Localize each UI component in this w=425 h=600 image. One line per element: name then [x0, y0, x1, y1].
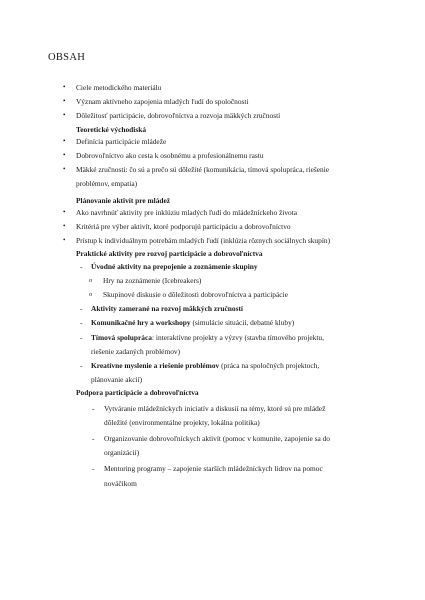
section-heading: Praktické aktivity pre rozvoj participácie a dobrovoľníctva	[76, 249, 263, 259]
list-item-continuation: plánovanie akcií)	[91, 375, 143, 385]
dash-marker: -	[92, 403, 95, 413]
list-item-text: Definícia participácie mládeže	[76, 136, 167, 146]
list-item-text: Skupinové diskusie o dôležitosti dobrovoľníctva a participácie	[103, 290, 288, 300]
list-item	[0, 463, 425, 474]
list-item-text: Význam aktívneho zapojenia mladých ľudí do spoločnosti	[76, 97, 249, 107]
list-item	[0, 275, 425, 286]
list-item	[0, 303, 425, 314]
dash-marker: -	[80, 332, 83, 342]
list-item-text: Aktivity zamerané na rozvoj mäkkých zručností	[91, 304, 243, 314]
term-description: : interaktívne projekty a výzvy (stavba tímového projektu,	[151, 332, 324, 342]
list-item	[0, 235, 425, 246]
bold-term: Kreatívne myslenie a riešenie problémov	[91, 361, 220, 371]
bold-term: Tímová spolupráca	[91, 332, 152, 342]
list-item-text: Úvodné aktivity na prepojenie a zoznámenie skupiny	[91, 261, 258, 271]
list-item	[0, 289, 425, 300]
list-item-text: Organizovanie dobrovoľníckych aktivít (pomoc v komunite, zapojenie sa do	[104, 434, 330, 444]
dash-marker: -	[92, 434, 95, 444]
bullet-marker: •	[63, 111, 66, 120]
list-item-continuation: problémov, empatia)	[76, 179, 138, 189]
term-description: (práca na spoločných projektoch,	[219, 361, 320, 371]
list-item	[0, 332, 425, 343]
list-item	[0, 403, 425, 414]
list-item-text: Dôležitosť participácie, dobrovoľníctva a rozvoja mäkkých zručností	[76, 111, 281, 121]
list-item-continuation: dôležité (environmentálne projekty, lokálna politika)	[104, 417, 260, 427]
list-item-text: Hry na zoznámenie (Icebreakers)	[103, 275, 202, 285]
list-item-text	[91, 332, 425, 343]
bullet-marker: •	[63, 136, 66, 145]
list-item-text: Ako navrhnúť aktivity pre inklúziu mladých ľudí do mládežníckeho života	[76, 207, 298, 217]
bullet-marker: •	[63, 151, 66, 160]
list-item-text: Mäkké zručnosti: čo sú a prečo sú dôležité (komunikácia, tímová spolupráca, riešenie	[76, 165, 330, 175]
dash-marker: -	[92, 464, 95, 474]
dash-marker: -	[80, 318, 83, 328]
dash-marker: -	[80, 361, 83, 371]
list-item	[0, 207, 425, 218]
list-item	[0, 150, 425, 161]
bullet-marker: •	[63, 236, 66, 245]
list-item-continuation: organizácií)	[104, 448, 140, 458]
list-item-text: Mentoring programy – zapojenie starších mládežníckych lídrov na pomoc	[104, 464, 323, 474]
list-item	[0, 136, 425, 147]
bullet-marker: •	[63, 207, 66, 216]
list-item-text	[91, 317, 425, 328]
section-heading: Teoretické východiská	[76, 124, 147, 134]
list-item	[0, 433, 425, 444]
list-item-continuation: nováčikom	[104, 478, 137, 488]
list-item	[0, 261, 425, 272]
document-title: OBSAH	[48, 52, 86, 63]
list-item-text: Vytváranie mládežníckych iniciatív a diskusií na témy, ktoré sú pre mládež	[104, 403, 326, 413]
circle-marker: o	[89, 291, 93, 299]
table-of-contents	[0, 82, 425, 489]
list-item	[0, 164, 425, 175]
list-item	[0, 221, 425, 232]
list-item-text: Prístup k individuálnym potrebám mladých ľudí (inklúzia rôznych sociálnych skupín)	[76, 236, 331, 246]
list-item	[0, 360, 425, 371]
list-item	[0, 317, 425, 328]
section-heading: Podpora participácie a dobrovoľníctva	[76, 388, 199, 398]
bullet-marker: •	[63, 83, 66, 91]
term-description: (simulácie situácií, debatné kluby)	[190, 318, 295, 328]
list-item	[0, 96, 425, 107]
bullet-marker: •	[63, 222, 66, 231]
list-item-text	[91, 360, 425, 371]
circle-marker: o	[89, 276, 93, 284]
dash-marker: -	[80, 304, 83, 314]
bullet-marker: •	[63, 97, 66, 106]
section-heading: Plánovanie aktivít pre mládež	[76, 195, 171, 205]
bold-term: Komunikačné hry a workshopy	[91, 318, 191, 328]
list-item	[0, 82, 425, 93]
list-item-text: Kritériá pre výber aktivít, ktoré podporujú participáciu a dobrovoľníctvo	[76, 222, 291, 232]
list-item-continuation: riešenie zadaných problémov)	[91, 346, 181, 356]
list-item-text: Ciele metodického materiálu	[76, 83, 162, 92]
list-item	[0, 110, 425, 121]
dash-marker: -	[80, 261, 83, 271]
bullet-marker: •	[63, 165, 66, 174]
list-item-text: Dobrovoľníctvo ako cesta k osobnému a profesionálnemu rastu	[76, 151, 264, 161]
